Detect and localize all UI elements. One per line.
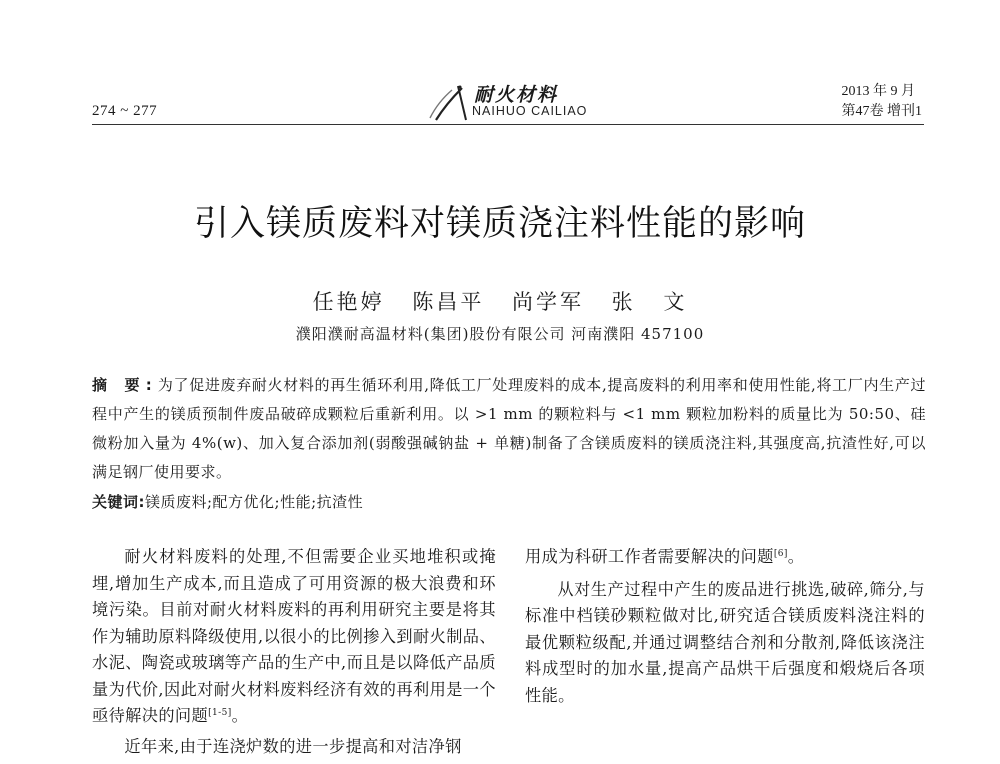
issue-date: 2013 年 9 月	[841, 84, 915, 99]
paper-authors: 任艳婷 陈昌平 尚学军 张 文	[312, 290, 688, 314]
journal-logo-mark-icon	[428, 84, 468, 122]
author-affiliation: 濮阳濮耐高温材料(集团)股份有限公司 河南濮阳 457100	[295, 325, 705, 343]
issue-volume: 第47卷 增刊1	[841, 104, 922, 119]
journal-name-en: NAIHUO CAILIAO	[472, 104, 588, 118]
issue-info	[842, 82, 923, 122]
body-paragraph	[92, 544, 496, 730]
abstract-text: 为了促进废弃耐火材料的再生循环利用,降低工厂处理废料的成本,提高废料的利用率和使用性能,将工厂内生产过程中产生的镁质预制件废品破碎成颗粒后重新利用。以 >1 mm 的颗粒料与 <1 mm 颗粒加粉料的质量比为 50:50、硅微粉加入量为 4%(w)、加入复合添加剂(弱酸强碱钠盐 + 单糖)制备了含镁质废料的镁质浇注料,其强度高,抗渣性好,可以满足钢厂使用要求。	[92, 376, 926, 481]
body-column-right	[525, 544, 925, 709]
body-text: 用成为科研工作者需要解决的问题	[525, 547, 774, 566]
keywords	[92, 490, 926, 514]
keywords-label: 关键词:	[92, 493, 145, 511]
body-paragraph	[92, 734, 496, 761]
header-divider	[92, 124, 924, 125]
citation-ref: [1-5]	[208, 708, 232, 718]
body-text: 耐火材料废料的处理,不但需要企业买地堆积或掩埋,增加生产成本,而且造成了可用资源的极大浪费和环境污染。目前对耐火材料废料的再利用研究主要是将其作为辅助原料降级使用,以很小的比例掺入到耐火制品、水泥、陶瓷或玻璃等产品的生产中,而且是以降低产品质量为代价,因此对耐火材料废料经济有效的再利用是一个亟待解决的问题	[92, 547, 496, 725]
body-text: 从对生产过程中产生的废品进行挑选,破碎,筛分,与标准中档镁砂颗粒做对比,研究适合镁质废料浇注料的最优颗粒级配,并通过调整结合剂和分散剂,降低该浇注料成型时的加水量,提高产品烘干后强度和煅烧后各项性能。	[525, 579, 925, 705]
journal-logo	[428, 80, 588, 122]
body-column-left	[92, 544, 496, 760]
page-range: 274 ~ 277	[92, 103, 158, 119]
body-text: 。	[231, 706, 249, 725]
keywords-text: 镁质废料;配方优化;性能;抗渣性	[145, 493, 364, 511]
journal-name-cn: 耐火材料	[474, 84, 559, 106]
abstract-label: 摘 要:	[92, 376, 158, 394]
body-paragraph	[525, 544, 925, 571]
abstract	[92, 371, 926, 487]
citation-ref: [6]	[773, 549, 788, 559]
paper-title: 引入镁质废料对镁质浇注料性能的影响	[193, 204, 806, 244]
body-text: 。	[787, 547, 805, 566]
body-text: 近年来,由于连浇炉数的进一步提高和对洁净钢	[124, 736, 462, 756]
body-paragraph	[525, 577, 925, 710]
